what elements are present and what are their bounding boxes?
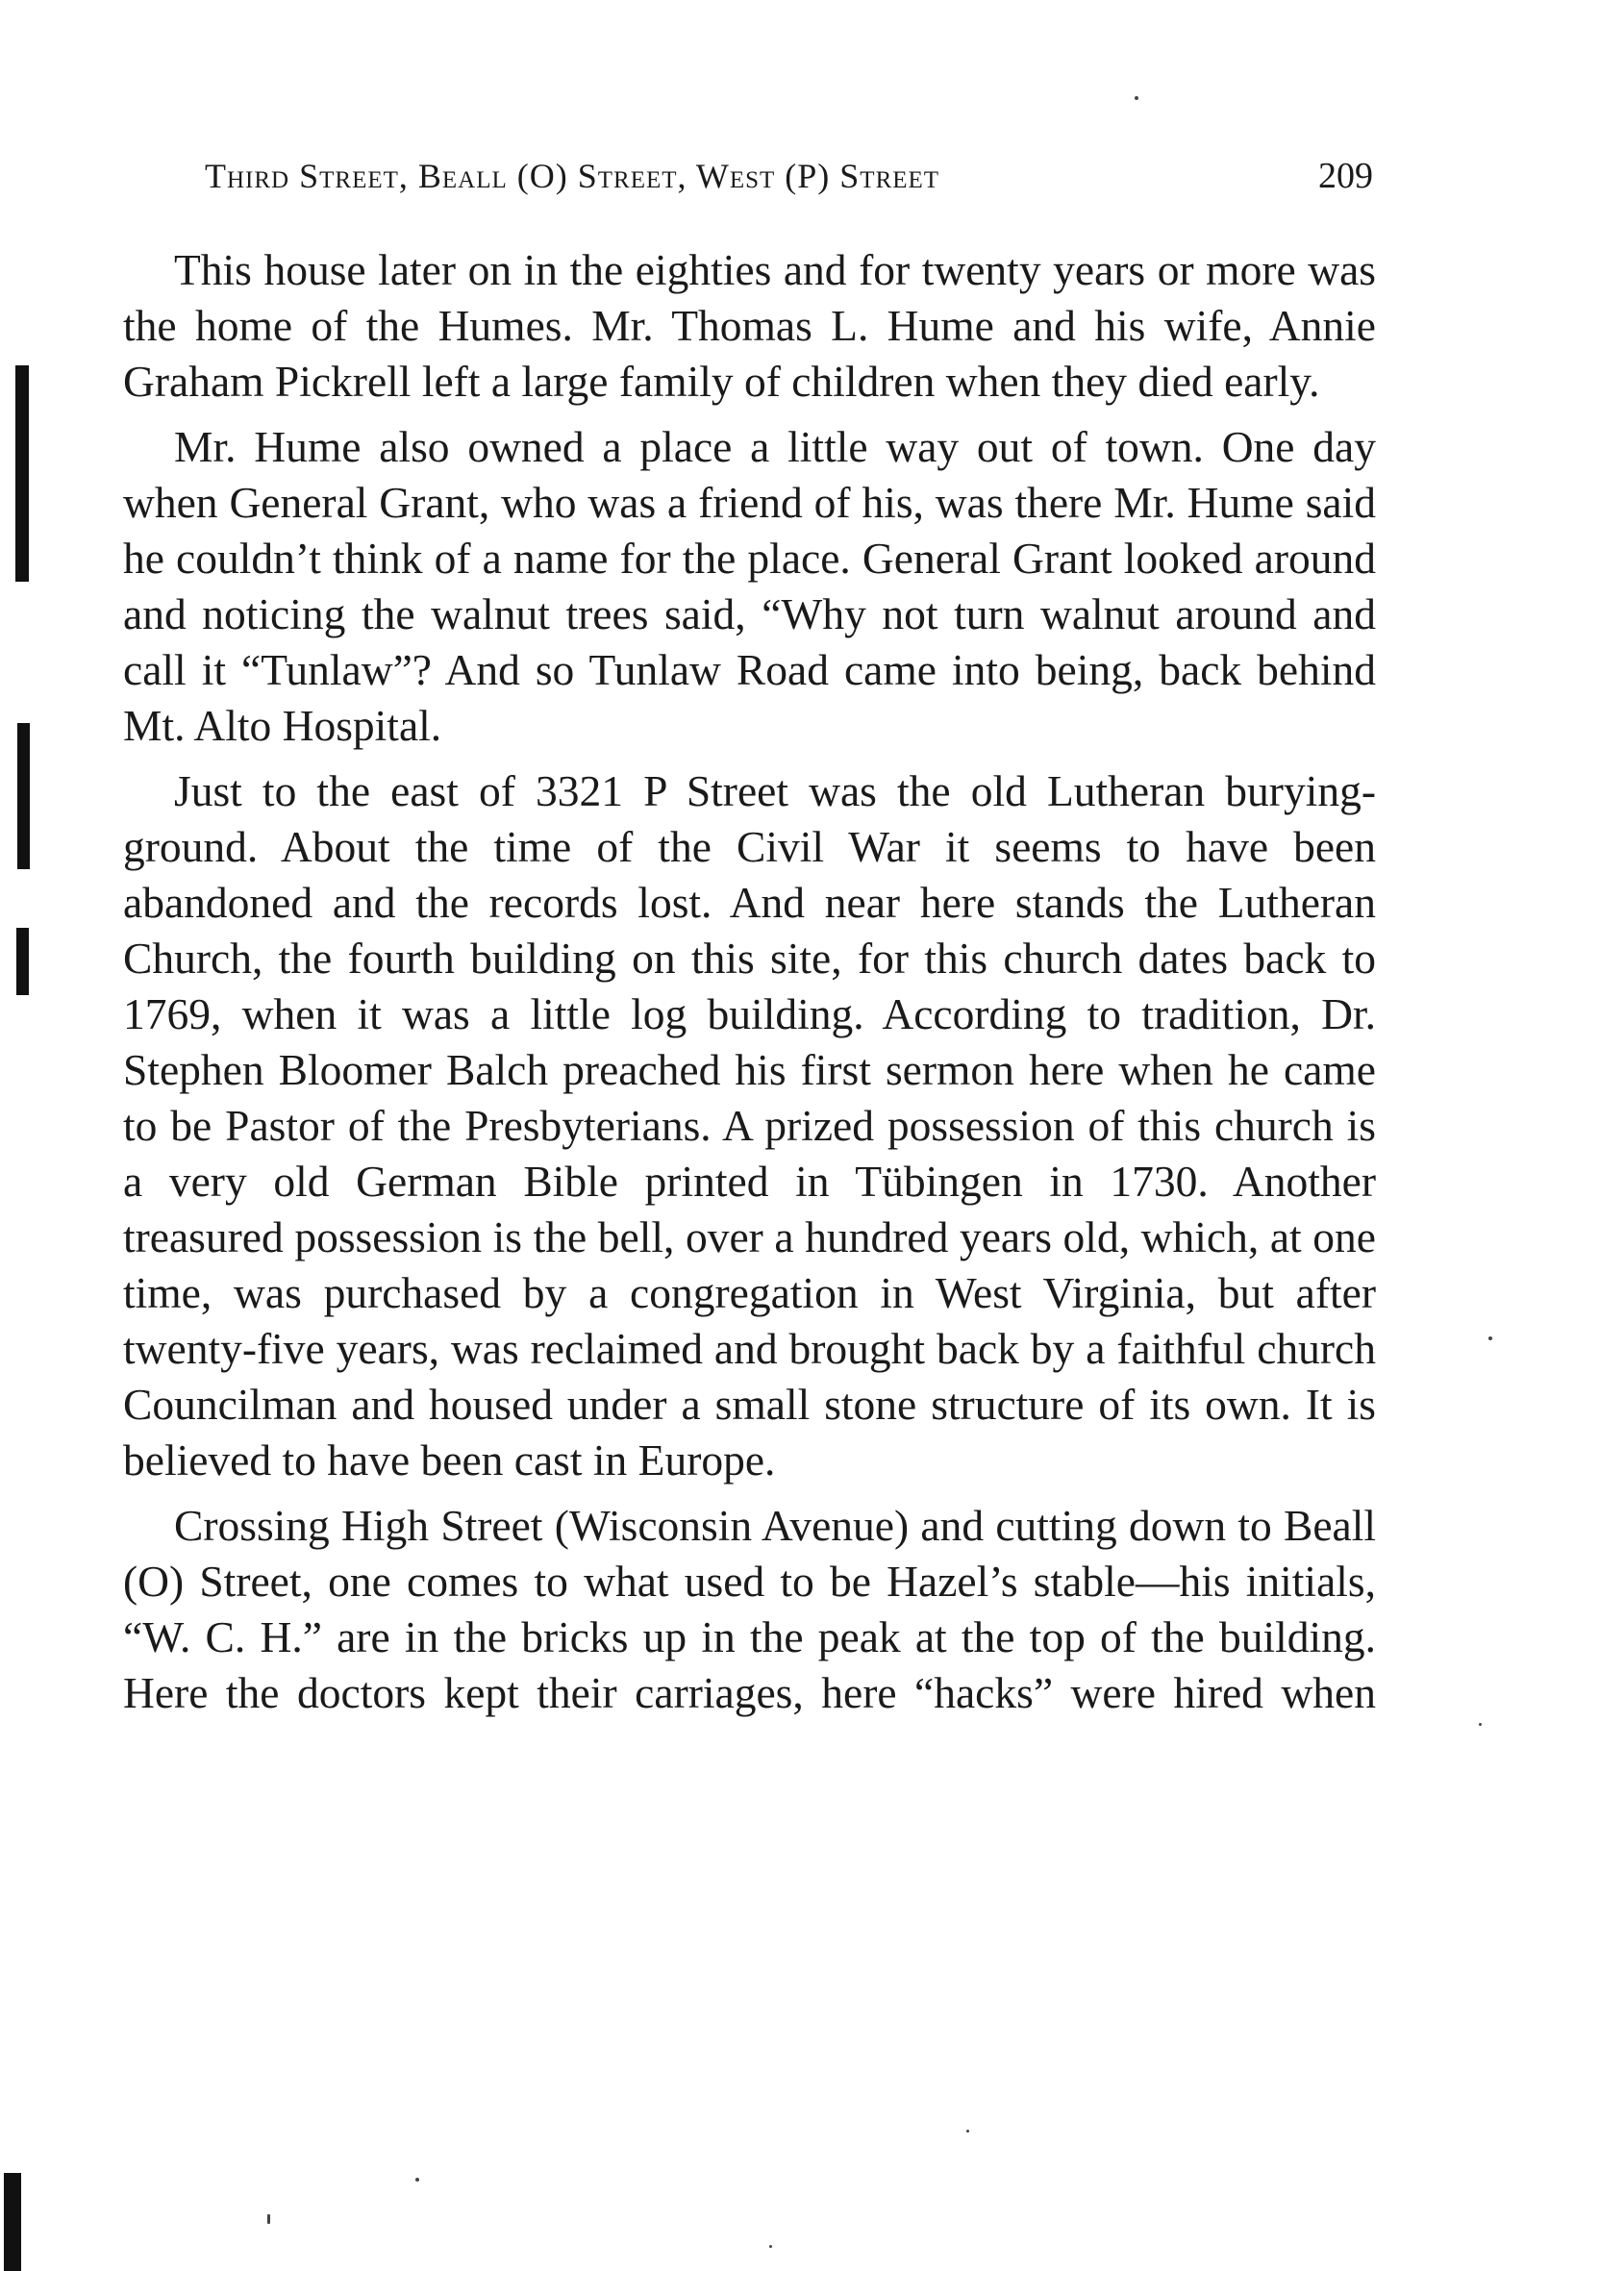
paragraph: Crossing High Street (Wisconsin Avenue) and cutting down to Beall (O) Street, one comes to what used to be Hazel’s stable—his initials, “W. C. H.” are in the bricks up in the peak at the top of the building. Here the doctors kept their carriages, here “hacks” were hired when [123, 1501, 1376, 1717]
scan-speck [966, 2130, 969, 2133]
body-text [123, 242, 1376, 1731]
scan-edge-mark [4, 2173, 21, 2271]
scan-edge-mark [15, 365, 29, 582]
running-head [205, 152, 1373, 200]
scan-speck [1479, 1723, 1482, 1726]
scan-speck [1135, 96, 1138, 100]
scan-speck [769, 2245, 772, 2248]
scan-speck [415, 2178, 419, 2182]
page-number: 209 [1318, 156, 1373, 196]
paragraph: This house later on in the eighties and for twenty years or more was the home of the Humes. Mr. Thomas L. Hume and his wife, Annie Graham Pickrell left a large family of children when they died early. [123, 245, 1376, 406]
paragraph: Mr. Hume also owned a place a little way out of town. One day when General Grant, who was a friend of his, was there Mr. Hume said he couldn’t think of a name for the place. General Grant looked around and noticing the walnut trees said, “Why not turn walnut around and call it “Tunlaw”? And so Tunlaw Road came into being, back behind Mt. Alto Hospital. [123, 422, 1376, 750]
scan-edge-mark [17, 723, 30, 869]
scan-speck [267, 2214, 270, 2224]
scan-edge-mark [16, 928, 29, 995]
running-title: Third Street, Beall (O) Street, West (P) Street [205, 157, 940, 195]
scan-speck [1488, 1336, 1492, 1340]
paragraph: Just to the east of 3321 P Street was the old Lutheran burying-ground. About the time of the Civil War it seems to have been abandoned and the records lost. And near here stands the Lutheran Church, the fourth building on this site, for this church dates back to 1769, when it was a little log building. According to tradition, Dr. Stephen Bloomer Balch preached his first sermon here when he came to be Pastor of the Presbyterians. A prized possession of this church is a very old German Bible printed in Tübingen in 1730. Another treasured possession is the bell, over a hundred years old, which, at one time, was purchased by a congregation in West Virginia, but after twenty-five years, was reclaimed and brought back by a faithful church Councilman and housed under a small stone structure of its own. It is believed to have been cast in Europe. [123, 766, 1376, 1485]
